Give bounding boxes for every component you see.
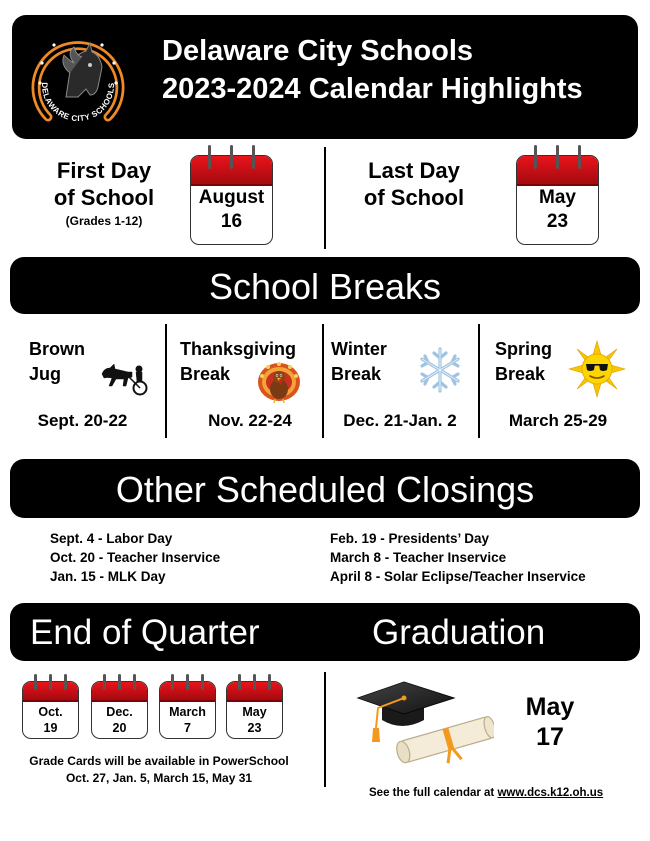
break-winter-dates: Dec. 21-Jan. 2 (343, 411, 457, 430)
divider (478, 324, 480, 438)
list-item: Jan. 15 - MLK Day (50, 569, 166, 584)
other-closings-title: Other Scheduled Closings (115, 469, 535, 510)
school-breaks-title: School Breaks (208, 266, 442, 307)
graduation-month: May (525, 693, 575, 721)
quarter-calendar-icon (226, 674, 283, 739)
harness-racing-icon (98, 360, 150, 396)
quarter-month: Oct. (38, 705, 63, 719)
quarter-month: May (242, 705, 267, 719)
last-day-date: 23 (546, 211, 569, 232)
closings-left-list (50, 529, 220, 586)
break-spring-name: Spring Break (495, 339, 552, 384)
first-day-month: August (198, 187, 265, 208)
list-item: March 8 - Teacher Inservice (330, 550, 507, 565)
quarter-day: 19 (43, 721, 58, 735)
quarter-day: 23 (247, 721, 262, 735)
grade-cards-note: Grade Cards will be available in PowerSchool Oct. 27, Jan. 5, March 15, May 31 (29, 754, 289, 785)
list-item: Sept. 4 - Labor Day (50, 531, 173, 546)
list-item: April 8 - Solar Eclipse/Teacher Inservice (330, 569, 586, 584)
list-item: Oct. 20 - Teacher Inservice (50, 550, 221, 565)
header-banner (12, 15, 638, 139)
header-title-line1: Delaware City Schools (162, 35, 474, 67)
quarter-day: 20 (112, 721, 127, 735)
graduation-title: Graduation (372, 613, 546, 652)
district-logo (26, 25, 130, 129)
end-of-quarter-title: End of Quarter (30, 613, 260, 652)
quarter-month: Dec. (106, 705, 133, 719)
break-spring-dates: March 25-29 (508, 411, 608, 430)
turkey-icon (256, 360, 302, 404)
divider (165, 324, 167, 438)
break-thanksgiving-dates: Nov. 22-24 (208, 411, 292, 430)
last-day-month: May (539, 187, 576, 208)
quarter-day: 7 (184, 721, 191, 735)
website-link[interactable]: www.dcs.k12.oh.us (497, 787, 604, 799)
full-calendar-note: See the full calendar at www.dcs.k12.oh.us (369, 787, 604, 799)
quarter-month: March (169, 705, 206, 719)
graduation-date (510, 692, 590, 752)
first-day-label: First Day of School (53, 158, 155, 210)
first-day-calendar-icon (190, 145, 273, 245)
sun-icon (568, 340, 626, 398)
logo-text: DELAWARE CITY SCHOOLS (39, 82, 117, 124)
quarter-calendar-icon (91, 674, 148, 739)
graduation-cap-diploma-icon (354, 676, 494, 772)
header-title-line2: 2023-2024 Calendar Highlights (162, 73, 583, 105)
quarter-calendar-icon (22, 674, 79, 739)
quarter-graduation-banner (10, 603, 640, 661)
first-day-date: 16 (220, 211, 243, 232)
last-day-calendar-icon (516, 145, 599, 245)
closings-right-list (330, 529, 586, 586)
quarter-calendar-icon (159, 674, 216, 739)
divider (322, 324, 324, 438)
last-day-label: Last Day of School (363, 158, 465, 210)
divider (324, 672, 326, 787)
divider (324, 147, 326, 249)
other-closings-banner (10, 459, 640, 518)
list-item: Feb. 19 - Presidents’ Day (330, 531, 490, 546)
school-breaks-banner (10, 257, 640, 314)
graduation-day: 17 (536, 723, 564, 751)
break-brown-jug-dates: Sept. 20-22 (37, 411, 128, 430)
break-thanksgiving-name: Thanksgiving Break (180, 339, 297, 384)
snowflake-icon (416, 346, 464, 394)
first-day-grades: (Grades 1-12) (65, 214, 143, 228)
break-winter-name: Winter Break (331, 339, 387, 384)
break-brown-jug-name: Brown Jug (29, 339, 85, 384)
